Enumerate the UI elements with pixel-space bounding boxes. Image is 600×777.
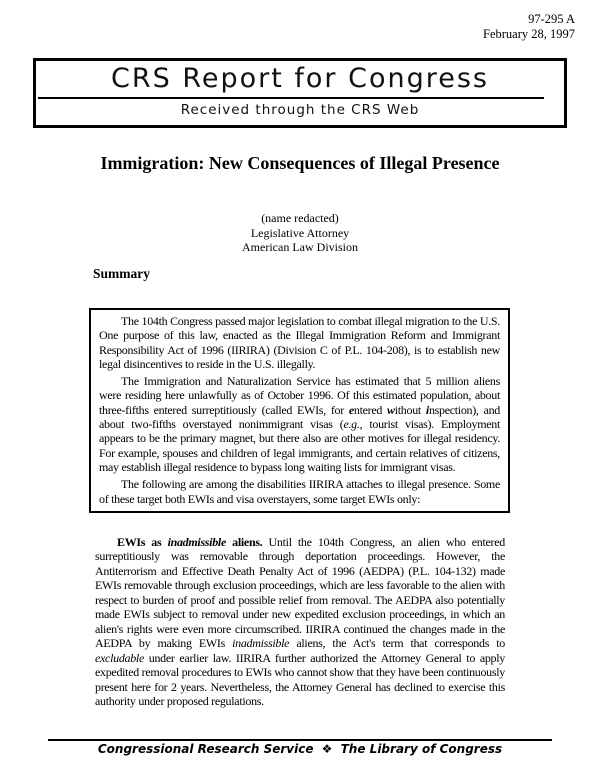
footer-text bbox=[48, 741, 552, 758]
banner-title: CRS Report for Congress bbox=[110, 63, 489, 94]
byline bbox=[0, 211, 600, 255]
summary-box bbox=[89, 308, 510, 513]
body-section bbox=[95, 535, 505, 708]
footer-org: Congressional Research Service bbox=[97, 742, 314, 756]
author-division: American Law Division bbox=[242, 240, 358, 255]
author-role: Legislative Attorney bbox=[250, 225, 350, 240]
summary-paragraph-1: The 104th Congress passed major legislation to combat illegal migration to the U.S. One purpose of this law, enacted as the Illegal Immigration Reform and Immigrant Responsibility Act of 1996 (IIRIRA) (Division C of P.L. 104-208), is to establish new legal disincentives to reside in the U.S. illegally. bbox=[99, 314, 500, 371]
summary-paragraph-3: The following are among the disabilities IIRIRA attaches to illegal presence. Some of these target both EWIs and visa overstayers, some target EWIs only: bbox=[99, 477, 500, 506]
doc-number: 97-295 A bbox=[528, 12, 575, 26]
report-title bbox=[0, 153, 600, 174]
summary-paragraph-2: The Immigration and Naturalization Service has estimated that 5 million aliens were residing here unlawfully as of October 1996. Of this estimated population, about three-fifths entered surreptitiously (called EWIs, for entered without inspection), and about two-fifths overstayed nonimmigrant visas (e.g., tourist visas). Employment appears to be the primary magnet, but there also are other motives for illegal residency. For example, spouses and children of legal immigrants, and certain relatives of citizens, may establish illegal residence to bypass long waiting lists for immigrant visas. bbox=[99, 374, 500, 474]
doc-date: February 28, 1997 bbox=[483, 26, 575, 41]
page-footer bbox=[48, 739, 552, 758]
author-name: (name redacted) bbox=[261, 211, 339, 225]
crs-banner bbox=[33, 58, 567, 128]
diamond-icon: ❖ bbox=[321, 742, 333, 756]
body-paragraph-1: EWIs as inadmissible aliens. Until the 104th Congress, an alien who entered surreptitiously was removable through deportation proceedings. However, the Antiterrorism and Effective Death Penalty Act of 1996 (AEDPA) (P.L. 104-132) made EWIs removable through exclusion proceedings, which are less favorable to the alien with respect to burden of proof and possible relief from removal. The AEDPA also potentially made EWIs subject to removal under new expedited exclusion proceedings, in which an alien's rights were even more circumscribed. IIRIRA continued the changes made in the AEDPA by making EWIs inadmissible aliens, the Act's term that corresponds to excludable under earlier law. IIRIRA further authorized the Attorney General to apply expedited removal procedures to EWIs who cannot show that they have been continuously present here for 2 years. Nevertheless, the Attorney General has declined to exercise this authority under proposed regulations. bbox=[95, 535, 505, 708]
banner-subtitle: Received through the CRS Web bbox=[180, 102, 420, 118]
doc-meta bbox=[483, 12, 575, 41]
report-title-text: Immigration: New Consequences of Illegal Presence bbox=[100, 153, 500, 173]
summary-heading: Summary bbox=[93, 266, 150, 281]
footer-library: The Library of Congress bbox=[340, 742, 503, 756]
